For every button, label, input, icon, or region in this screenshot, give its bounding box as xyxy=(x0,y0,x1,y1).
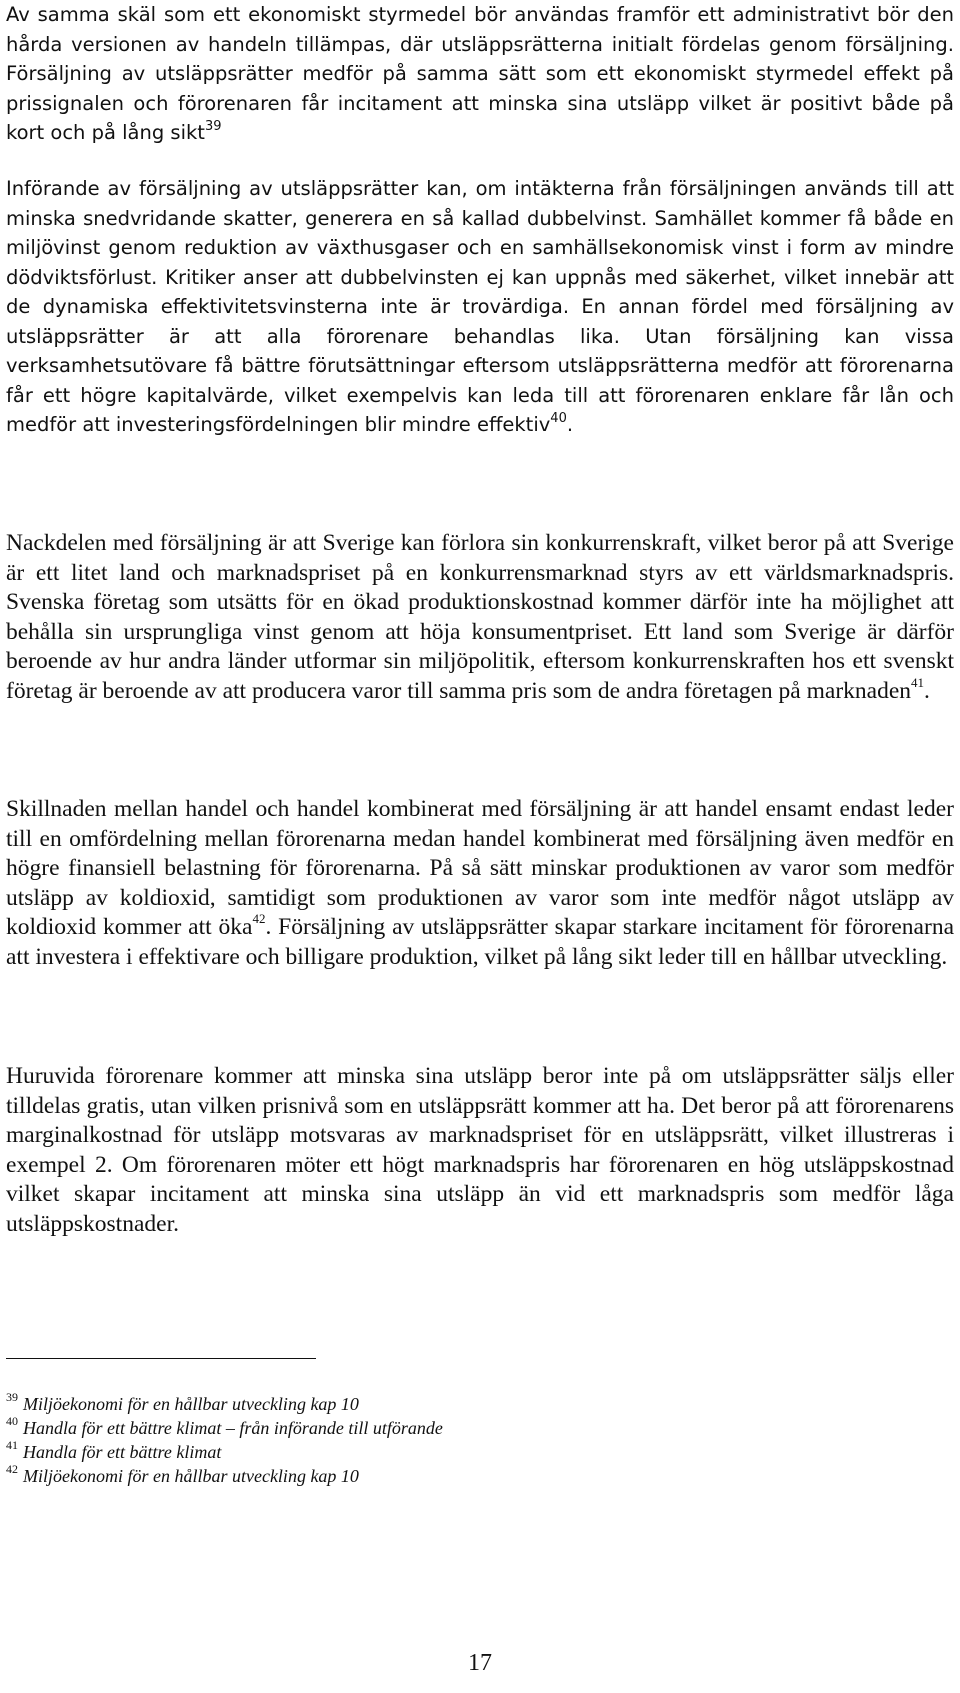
footnotes xyxy=(6,1392,946,1488)
paragraph-1-text: Av samma skäl som ett ekonomiskt styrmedel bör användas framför ett administrativt bör den hårda versionen av handeln tillämpas, där utsläppsrätterna initialt fördelas genom försäljning. Försäljning av utsläppsrätter medför på samma sätt som ett ekonomiskt styrmedel effekt på prissignalen och förorenaren får incitament att minska sina utsläpp vilket är positivt både på kort och på lång sikt xyxy=(6,3,954,144)
paragraph-3: Nackdelen med försäljning är att Sverige kan förlora sin konkurrenskraft, vilket beror på att Sverige är ett litet land och marknadspriset på en konkurrensmarknad styrs av ett världsmarknadspris. Svenska företag som utsätts för en ökad produktionskostnad kommer därför inte ha möjlighet att behålla sin ursprungliga vinst genom att höja konsumentpriset. Ett land som Sverige är därför beroende av hur andra länder utformar sin miljöpolitik, eftersom konkurrenskraften hos ett svenskt företag är beroende av att producera varor till samma pris som de andra företagen på marknaden$^{41}$. xyxy=(6,530,954,704)
footnote-text: Miljöekonomi för en hållbar utveckling kap 10 xyxy=(23,1466,359,1486)
paragraph-1 xyxy=(6,0,954,148)
footnote-number: 40 xyxy=(6,1414,18,1428)
paragraph-3-text: Nackdelen med försäljning är att Sverige kan förlora sin konkurrenskraft, vilket beror på att Sverige är ett litet land och marknadspriset på en konkurrensmarknad styrs av ett världsmarknadspris. Svenska företag som utsätts för en ökad produktionskostnad kommer därför inte ha möjlighet att behålla sin ursprungliga vinst genom att höja konsumentpriset. Ett land som Sverige är därför beroende av hur andra länder utformar sin miljöpolitik, eftersom konkurrenskraften hos ett svenskt företag är beroende av att producera varor till samma pris som de andra företagen på marknaden xyxy=(6,530,954,704)
footnote-number: 41 xyxy=(6,1438,18,1452)
footnote-ref-41: 41 xyxy=(911,674,925,690)
paragraph-4-text: Skillnaden mellan handel och handel kombinerat med försäljning är att handel ensamt endast leder till en omfördelning mellan förorenarna medan handel kombinerat med försäljning även medför en högre finansiell belastning för förorenarna. På så sätt minskar produktionen av varor som medför utsläpp av koldioxid, samtidigt som produktionen av varor som inte medför något utsläpp av koldioxid kommer att öka xyxy=(6,796,954,940)
footnote-41 xyxy=(6,1440,946,1464)
paragraph-4: Skillnaden mellan handel och handel kombinerat med försäljning är att handel ensamt endast leder till en omfördelning mellan förorenarna medan handel kombinerat med försäljning även medför en högre finansiell belastning för förorenarna. På så sätt minskar produktionen av varor som medför utsläpp av koldioxid, samtidigt som produktionen av varor som inte medför något utsläpp av koldioxid kommer att öka$^{42}$. Försäljning av utsläppsrätter skapar starkare incitament för förorenarna att investera i effektivare och billigare produktion, vilket på lång sikt leder till en hållbar utveckling. xyxy=(6,796,954,970)
page-number: 17 xyxy=(468,1650,492,1676)
paragraph-4-continuation: Försäljning av utsläppsrätter skapar starkare incitament för förorenarna att investera i effektivare och billigare produktion, vilket på lång sikt leder till en hållbar utveckling. xyxy=(6,914,954,970)
paragraph-2-text: Införande av försäljning av utsläppsrätter kan, om intäkterna från försäljningen används till att minska snedvridande skatter, generera en så kallad dubbelvinst. Samhället kommer få både en miljövinst genom reduktion av växthusgaser och en samhällsekonomisk vinst i form av mindre dödviktsförlust. Kritiker anser att dubbelvinsten ej kan uppnås med säkerhet, vilket innebär att de dynamiska effektivitetsvinsterna inte är trovärdiga. En annan fördel med försäljning av utsläppsrätter är att alla förorenare behandlas lika. Utan försäljning kan vissa verksamhetsutövare få bättre förutsättningar eftersom utsläppsrätterna medför att förorenarna får ett högre kapitalvärde, vilket exempelvis kan leda till att förorenaren enklare får lån och medför att investeringsfördelningen blir mindre effektiv xyxy=(6,177,954,436)
footnote-text: Miljöekonomi för en hållbar utveckling kap 10 xyxy=(23,1394,359,1414)
paragraph-5-text: Huruvida förorenare kommer att minska sina utsläpp beror inte på om utsläppsrätter säljs eller tilldelas gratis, utan vilken prisnivå som en utsläppsrätt kommer att ha. Det beror på att förorenarens marginalkostnad för utsläpp motsvaras av marknadspriset för en utsläppsrätt, vilket illustreras i exempel 2. Om förorenaren möter ett högt marknadspris har förorenaren en hög utsläppskostnad vilket skapar incitament att minska sina utsläpp än vid ett marknadspris som medför låga utsläppskostnader. xyxy=(6,1063,954,1237)
paragraph-2: Införande av försäljning av utsläppsrätter kan, om intäkterna från försäljningen används till att minska snedvridande skatter, generera en så kallad dubbelvinst. Samhället kommer få både en miljövinst genom reduktion av växthusgaser och en samhällsekonomisk vinst i form av mindre dödviktsförlust. Kritiker anser att dubbelvinsten ej kan uppnås med säkerhet, vilket innebär att de dynamiska effektivitetsvinsterna inte är trovärdiga. En annan fördel med försäljning av utsläppsrätter är att alla förorenare behandlas lika. Utan försäljning kan vissa verksamhetsutövare få bättre förutsättningar eftersom utsläppsrätterna medför att förorenarna får ett högre kapitalvärde, vilket exempelvis kan leda till att förorenaren enklare får lån och medför att investeringsfördelningen blir mindre effektiv$^{40}$. xyxy=(6,177,954,436)
footnote-39 xyxy=(6,1392,946,1416)
footnote-number: 42 xyxy=(6,1462,18,1476)
paragraph-5 xyxy=(6,1062,954,1239)
footnote-number: 39 xyxy=(6,1390,18,1404)
footnote-40 xyxy=(6,1416,946,1440)
footnote-ref-40: 40 xyxy=(550,410,567,426)
footnote-divider xyxy=(6,1358,316,1359)
footnote-text: Handla för ett bättre klimat xyxy=(23,1442,222,1462)
footnote-ref-42: 42 xyxy=(252,911,266,927)
footnote-ref-39: 39 xyxy=(204,118,222,134)
footnote-text: Handla för ett bättre klimat – från införande till utförande xyxy=(23,1418,443,1438)
footnote-42 xyxy=(6,1464,946,1488)
